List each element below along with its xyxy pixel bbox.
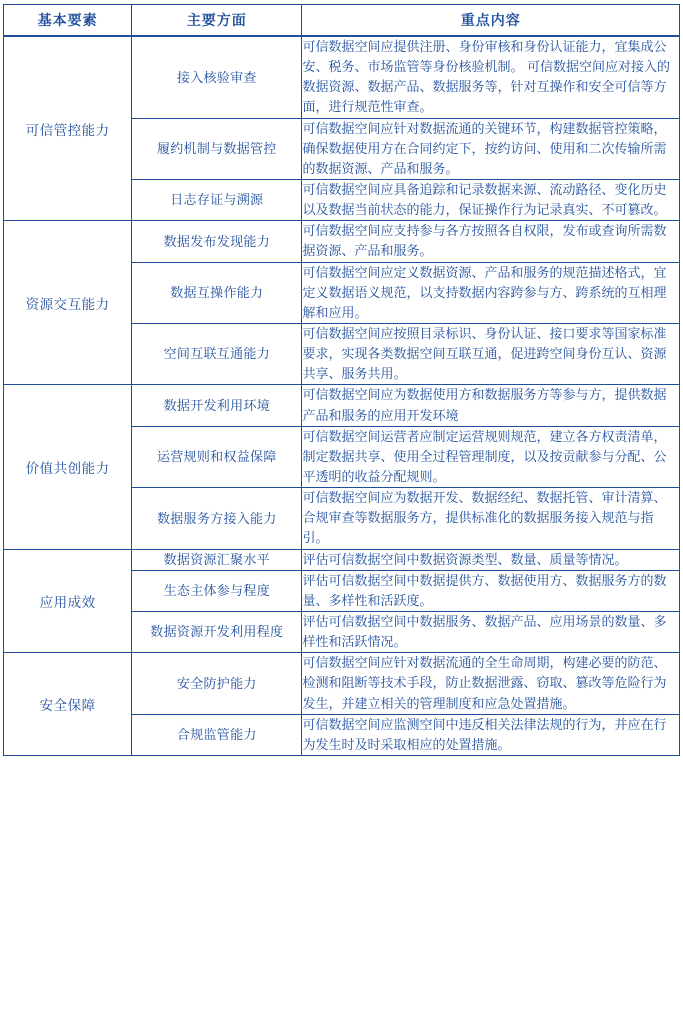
content-cell: 可信数据空间应监测空间中违反相关法律法规的行为，并应在行为发生时及时采取相应的处置措施。 (302, 714, 680, 755)
category-cell: 价值共创能力 (4, 385, 132, 549)
content-cell: 可信数据空间应按照目录标识、身份认证、接口要求等国家标准要求，实现各类数据空间互联互通，促进跨空间身份互认、资源共享、服务共用。 (302, 323, 680, 384)
table-row (4, 36, 680, 118)
aspect-cell: 运营规则和权益保障 (132, 426, 302, 487)
aspect-cell: 日志存证与溯源 (132, 179, 302, 220)
content-cell: 可信数据空间应为数据使用方和数据服务方等参与方，提供数据产品和服务的应用开发环境 (302, 385, 680, 426)
aspect-cell: 数据服务方接入能力 (132, 488, 302, 549)
table-row (4, 653, 680, 714)
aspect-cell: 履约机制与数据管控 (132, 118, 302, 179)
aspect-cell: 数据发布发现能力 (132, 221, 302, 262)
content-cell: 可信数据空间应定义数据资源、产品和服务的规范描述格式，宜定义数据语义规范，以支持数据内容跨参与方、跨系统的互相理解和应用。 (302, 262, 680, 323)
content-cell: 可信数据空间应支持参与各方按照各自权限，发布或查询所需数据资源、产品和服务。 (302, 221, 680, 262)
content-cell: 可信数据空间应针对数据流通的关键环节，构建数据管控策略，确保数据使用方在合同约定下，按约访问、使用和二次传输所需的数据资源、产品和服务。 (302, 118, 680, 179)
aspect-cell: 数据资源开发利用程度 (132, 611, 302, 652)
table-header (4, 5, 680, 37)
content-cell: 可信数据空间应为数据开发、数据经纪、数据托管、审计清算、合规审查等数据服务方，提供标准化的数据服务接入规范与指引。 (302, 488, 680, 549)
content-cell: 评估可信数据空间中数据提供方、数据使用方、数据服务方的数量、多样性和活跃度。 (302, 570, 680, 611)
content-cell: 评估可信数据空间中数据服务、数据产品、应用场景的数量、多样性和活跃情况。 (302, 611, 680, 652)
category-cell: 应用成效 (4, 549, 132, 653)
category-cell: 资源交互能力 (4, 221, 132, 385)
header-key-content: 重点内容 (302, 5, 680, 37)
table-header-row (4, 5, 680, 37)
header-basic-element: 基本要素 (4, 5, 132, 37)
table-row (4, 221, 680, 262)
aspect-cell: 生态主体参与程度 (132, 570, 302, 611)
category-cell: 安全保障 (4, 653, 132, 756)
content-cell: 可信数据空间应提供注册、身份审核和身份认证能力，宜集成公安、税务、市场监管等身份核验机制。 可信数据空间应对接入的数据资源、数据产品、数据服务等，针对互操作和安全可信等方面，进行规范性审查。 (302, 36, 680, 118)
aspect-cell: 合规监管能力 (132, 714, 302, 755)
requirements-table (3, 4, 680, 756)
category-cell: 可信管控能力 (4, 36, 132, 221)
table-body (4, 36, 680, 755)
table-row (4, 385, 680, 426)
aspect-cell: 安全防护能力 (132, 653, 302, 714)
aspect-cell: 接入核验审查 (132, 36, 302, 118)
aspect-cell: 数据资源汇聚水平 (132, 549, 302, 570)
content-cell: 可信数据空间应针对数据流通的全生命周期，构建必要的防范、检测和阻断等技术手段，防止数据泄露、窃取、篡改等危险行为发生，并建立相关的管理制度和应急处置措施。 (302, 653, 680, 714)
content-cell: 评估可信数据空间中数据资源类型、数量、质量等情况。 (302, 549, 680, 570)
aspect-cell: 空间互联互通能力 (132, 323, 302, 384)
table-row (4, 549, 680, 570)
aspect-cell: 数据开发利用环境 (132, 385, 302, 426)
aspect-cell: 数据互操作能力 (132, 262, 302, 323)
content-cell: 可信数据空间运营者应制定运营规则规范，建立各方权责清单，制定数据共享、使用全过程管理制度，以及按贡献参与分配、公平透明的收益分配规则。 (302, 426, 680, 487)
content-cell: 可信数据空间应具备追踪和记录数据来源、流动路径、变化历史以及数据当前状态的能力，保证操作行为记录真实、不可篡改。 (302, 179, 680, 220)
header-main-aspect: 主要方面 (132, 5, 302, 37)
